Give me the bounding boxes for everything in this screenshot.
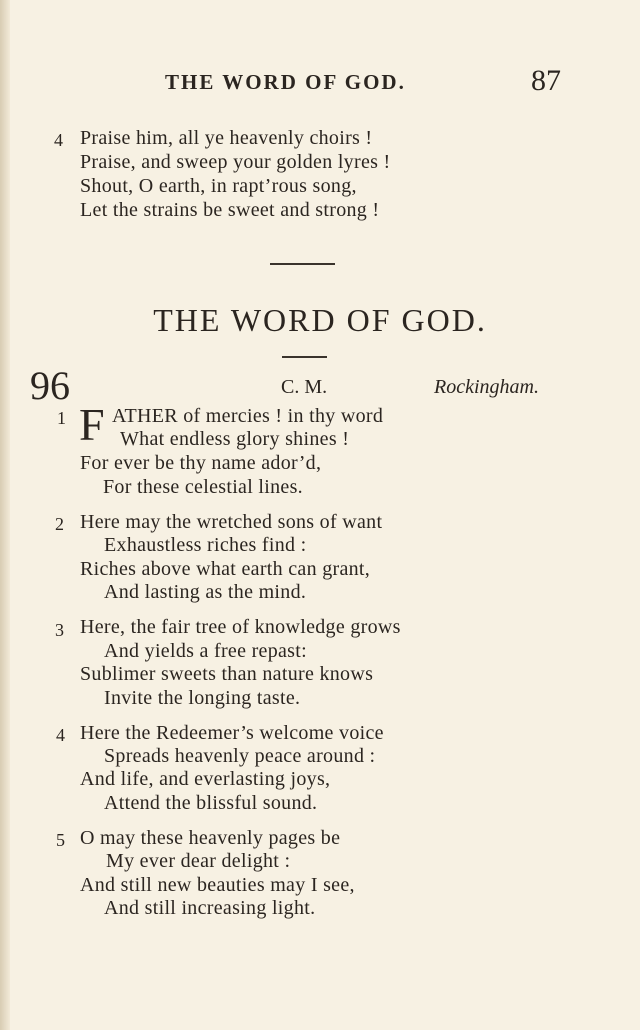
verse-line: Spreads heavenly peace around : — [104, 745, 376, 767]
verse-line: Riches above what earth can grant, — [80, 558, 371, 580]
prev-verse-line: Shout, O earth, in rapt’rous song, — [80, 175, 357, 197]
verse-line: Sublimer sweets than nature knows — [80, 663, 374, 685]
verse-line: And lasting as the mind. — [104, 581, 307, 603]
verse-line: For these celestial lines. — [103, 476, 303, 498]
verse-line: My ever dear delight : — [106, 850, 291, 872]
verse-line: And still new beauties may I see, — [80, 874, 355, 896]
section-divider — [270, 263, 335, 265]
hymn-number: 96 — [30, 363, 70, 408]
verse-line: Attend the blissful sound. — [104, 792, 318, 814]
verse-number: 1 — [57, 408, 66, 428]
prev-verse-number: 4 — [54, 130, 63, 150]
prev-verse-line: Praise him, all ye heavenly choirs ! — [80, 127, 373, 149]
title-underline — [282, 356, 327, 358]
prev-verse-line: Let the strains be sweet and strong ! — [80, 199, 380, 221]
verse-number: 4 — [56, 725, 65, 745]
prev-verse-line: Praise, and sweep your golden lyres ! — [80, 151, 391, 173]
hymn-meter: C. M. — [281, 376, 328, 398]
tune-name: Rockingham. — [434, 376, 539, 398]
drop-cap: F — [79, 399, 105, 450]
verse-line: Here may the wretched sons of want — [80, 511, 383, 533]
running-title: THE WORD OF GOD. — [165, 70, 406, 94]
page-spine-shadow — [0, 0, 10, 1030]
section-title: THE WORD OF GOD. — [153, 302, 487, 338]
page-number: 87 — [531, 64, 561, 97]
verse-number: 3 — [55, 620, 64, 640]
verse-line: Here the Redeemer’s welcome voice — [80, 722, 384, 744]
verse-line: What endless glory shines ! — [120, 428, 350, 450]
verse-number: 5 — [56, 830, 65, 850]
verse-line: Exhaustless riches find : — [104, 534, 307, 556]
verse-line: And still increasing light. — [104, 897, 316, 919]
verse-line: Here, the fair tree of knowledge grows — [80, 616, 401, 638]
verse-line: O may these heavenly pages be — [80, 827, 341, 849]
verse-line: ATHER of mercies ! in thy word — [112, 405, 384, 427]
verse-line: For ever be thy name ador’d, — [80, 452, 322, 474]
verse-line: And yields a free repast: — [104, 640, 307, 662]
verse-number: 2 — [55, 514, 64, 534]
verse-line: Invite the longing taste. — [104, 687, 301, 709]
verse-line: And life, and everlasting joys, — [80, 768, 331, 790]
